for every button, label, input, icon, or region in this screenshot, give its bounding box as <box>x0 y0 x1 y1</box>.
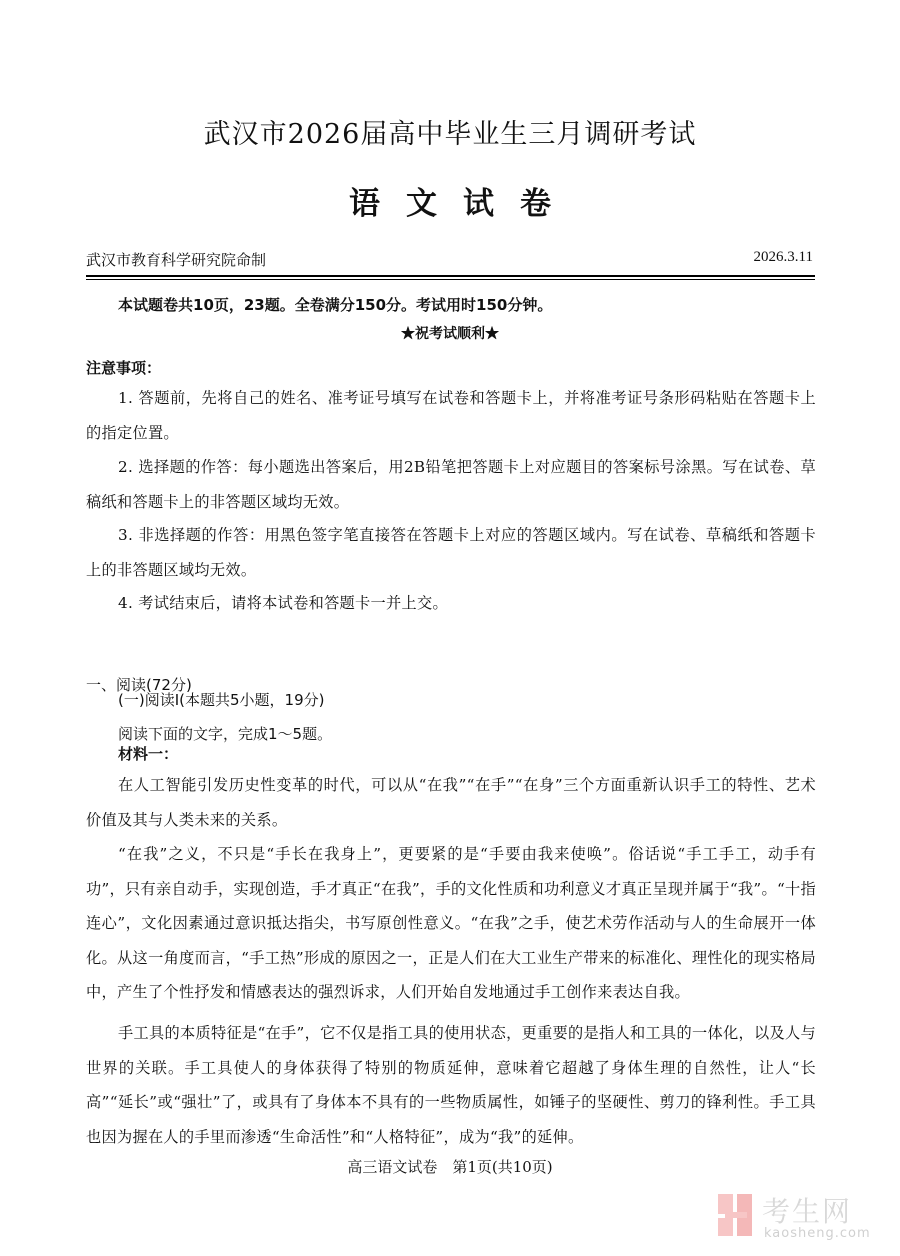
header-rule-thick <box>86 275 815 277</box>
note-item: 2. 选择题的作答：每小题选出答案后，用2B铅笔把答题卡上对应题目的答案标号涂黑。写在试卷、草稿纸和答题卡上的非答题区域均无效。 <box>86 458 816 511</box>
section-heading: 一、阅读(72分) <box>86 676 192 694</box>
subject-title: 语文试卷 <box>349 186 577 222</box>
passage-paragraph: 在人工智能引发历史性变革的时代，可以从“在我”“在手”“在身”三个方面重新认识手工的特性、艺术价值及其与人类未来的关系。 <box>86 776 816 829</box>
subsection-heading: (一)阅读Ⅰ(本题共5小题，19分) <box>118 691 325 709</box>
note-item: 4. 考试结束后，请将本试卷和答题卡一并上交。 <box>118 594 448 612</box>
material-label: 材料一： <box>118 745 179 763</box>
issuer: 武汉市教育科学研究院命制 <box>86 251 267 269</box>
header-rule-thin <box>86 279 815 280</box>
exam-title: 武汉市2026届高中毕业生三月调研考试 <box>203 119 697 150</box>
kaosheng-logo-icon <box>718 1194 754 1236</box>
exam-date: 2026.3.11 <box>753 249 813 265</box>
watermark-brand-en: kaosheng.com <box>764 1226 871 1241</box>
exam-info: 本试题卷共10页，23题。全卷满分150分。考试用时150分钟。 <box>118 296 553 314</box>
passage-paragraph: “在我”之义，不只是“手长在我身上”，更要紧的是“手要由我来使唤”。俗话说“手工手工，动手有功”，只有亲自动手，实现创造，手才真正“在我”，手的文化性质和功利意义才真正呈现并属于“我”。“十指连心”，文化因素通过意识抵达指尖，书写原创性意义。“在我”之手，使艺术劳作活动与人的生命展开一体化。从这一角度而言，“手工热”形成的原因之一，正是人们在大工业生产带来的标准化、理性化的现实格局中，产生了个性抒发和情感表达的强烈诉求，人们开始自发地通过手工创作来表达自我。 <box>86 845 816 1001</box>
watermark-brand-cn: 考生网 <box>762 1195 853 1228</box>
watermark <box>712 1188 892 1250</box>
notes-heading: 注意事项： <box>86 359 162 377</box>
reading-instruction: 阅读下面的文字，完成1～5题。 <box>118 725 333 743</box>
passage-paragraph: 手工具的本质特征是“在手”，它不仅是指工具的使用状态，更重要的是指人和工具的一体化，以及人与世界的关联。手工具使人的身体获得了特别的物质延伸，意味着它超越了身体生理的自然性，让人“长高”“延长”或“强壮”了，或具有了身体本不具有的一些物质属性，如锤子的坚硬性、剪刀的锋利性。手工具也因为握在人的手里而渗透“生命活性”和“人格特征”，成为“我”的延伸。 <box>86 1024 816 1146</box>
page-footer: 高三语文试卷 第1页(共10页) <box>347 1158 553 1176</box>
note-item: 3. 非选择题的作答：用黑色签字笔直接答在答题卡上对应的答题区域内。写在试卷、草稿纸和答题卡上的非答题区域均无效。 <box>86 526 816 579</box>
good-luck-banner: ★祝考试顺利★ <box>401 326 499 342</box>
note-item: 1. 答题前，先将自己的姓名、准考证号填写在试卷和答题卡上，并将准考证号条形码粘贴在答题卡上的指定位置。 <box>86 389 816 442</box>
